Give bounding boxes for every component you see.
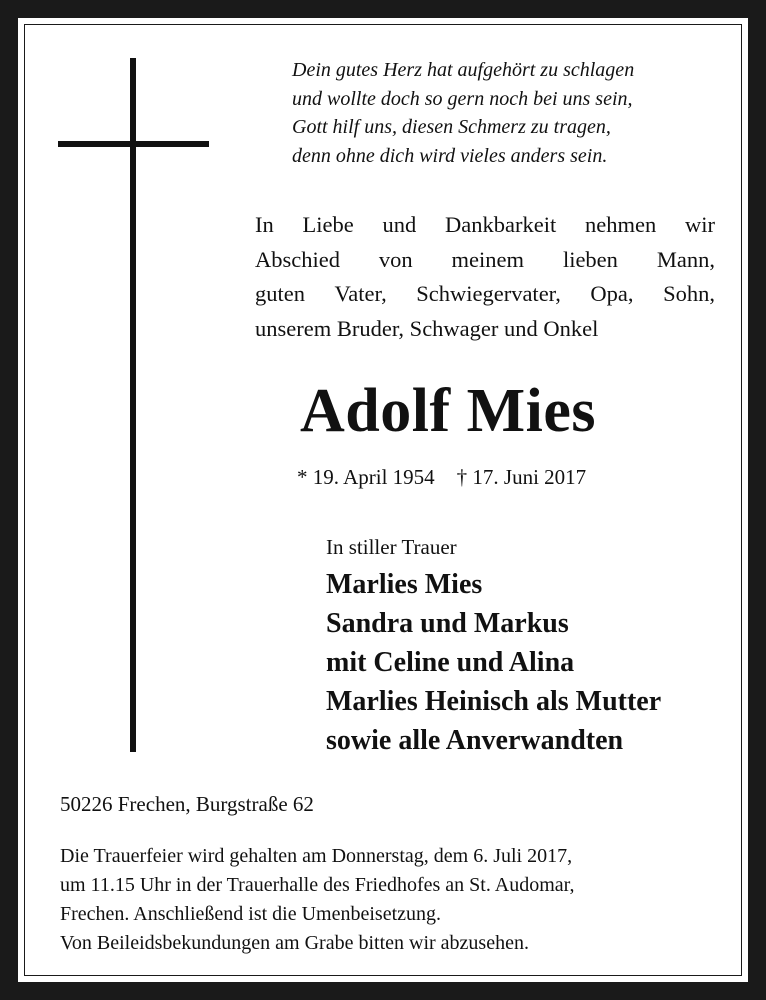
intro-word: lieben <box>562 246 618 272</box>
mourner-name: Marlies Heinisch als Mutter <box>326 686 662 717</box>
mourning-label: In stiller Trauer <box>326 535 457 559</box>
intro-word: Vater, <box>334 281 387 306</box>
ceremony-line: Die Trauerfeier wird gehalten am Donnerstag, dem 6. Juli 2017, <box>60 845 573 867</box>
deceased-name: Adolf Mies <box>300 377 597 445</box>
cross-vertical-bar <box>130 58 136 752</box>
ceremony-info <box>60 842 575 958</box>
intro-word: Abschied <box>255 246 340 272</box>
intro-word: Sohn, <box>663 281 715 306</box>
life-dates <box>297 465 586 490</box>
intro-word: Liebe <box>302 212 354 237</box>
intro-word: Opa, <box>590 281 634 306</box>
cross-horizontal-bar <box>58 141 209 147</box>
poem <box>292 56 634 171</box>
intro-word: Dankbarkeit <box>445 212 557 237</box>
mourner-name: sowie alle Anverwandten <box>326 725 624 756</box>
poem-line: und wollte doch so gern noch bei uns sein, <box>292 87 633 110</box>
intro-word: nehmen <box>585 212 657 237</box>
intro-line <box>255 277 715 312</box>
death-date: † 17. Juni 2017 <box>456 465 587 489</box>
intro-line <box>255 312 715 347</box>
mourner-name: mit Celine und Alina <box>326 647 575 678</box>
ceremony-line: Von Beileidsbekundungen am Grabe bitten wir abzusehen. <box>60 932 529 954</box>
poem-line: Gott hilf uns, diesen Schmerz zu tragen, <box>292 116 611 139</box>
intro-word: und <box>382 212 417 237</box>
mourner-name: Marlies Mies <box>326 569 483 600</box>
intro-line <box>255 208 715 243</box>
birth-date: * 19. April 1954 <box>297 465 435 489</box>
address: 50226 Frechen, Burgstraße 62 <box>60 792 314 816</box>
intro-word: wir <box>685 212 715 237</box>
intro-word: guten <box>255 281 305 306</box>
intro-word: In <box>255 212 274 237</box>
ceremony-line: um 11.15 Uhr in der Trauerhalle des Friedhofes an St. Audomar, <box>60 874 575 896</box>
intro-word: meinem <box>451 246 525 272</box>
intro-word: Mann, <box>656 246 715 272</box>
intro-word: Schwiegervater, <box>416 281 561 306</box>
poem-line: denn ohne dich wird vieles anders sein. <box>292 145 608 168</box>
intro-word: unserem Bruder, Schwager und Onkel <box>255 315 599 341</box>
ceremony-line: Frechen. Anschließend ist die Umenbeisetzung. <box>60 903 442 925</box>
intro-line <box>255 243 715 278</box>
intro-text <box>255 208 715 346</box>
poem-line: Dein gutes Herz hat aufgehört zu schlagen <box>292 59 635 81</box>
mourners-list <box>326 565 661 760</box>
mourner-name: Sandra und Markus <box>326 608 569 639</box>
intro-word: von <box>378 246 413 272</box>
